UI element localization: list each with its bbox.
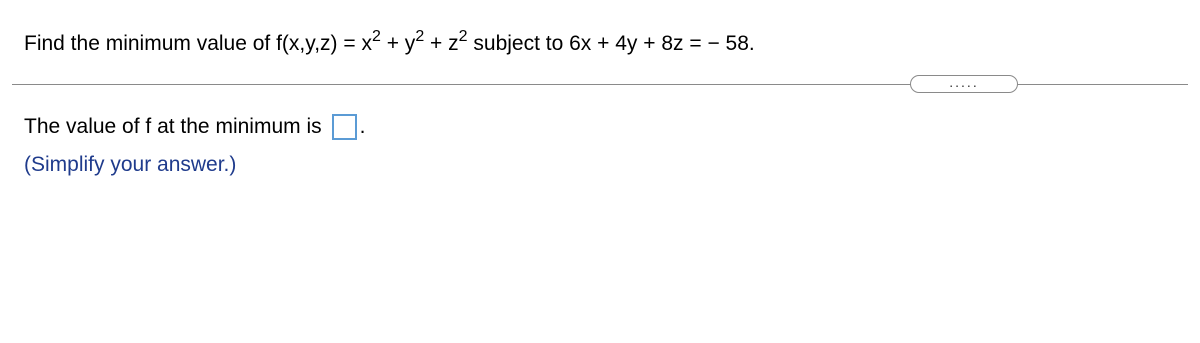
question-plus-z: + z xyxy=(424,32,459,55)
ellipsis-icon: ..... xyxy=(949,73,979,90)
question-prefix: Find the minimum value of f(x,y,z) = x xyxy=(24,32,372,55)
question-text xyxy=(24,24,755,64)
answer-prompt: The value of f at the minimum is xyxy=(24,115,322,138)
answer-period: . xyxy=(359,115,366,138)
more-options-button[interactable] xyxy=(910,75,1018,93)
question-suffix: subject to 6x + 4y + 8z = − 58. xyxy=(467,32,755,55)
simplify-hint: (Simplify your answer.) xyxy=(24,153,237,176)
answer-line xyxy=(24,110,365,144)
y-exponent: 2 xyxy=(415,28,425,45)
x-exponent: 2 xyxy=(371,28,381,45)
question-plus-y: + y xyxy=(380,32,416,55)
z-exponent: 2 xyxy=(458,28,468,45)
answer-input-box[interactable] xyxy=(332,114,357,140)
